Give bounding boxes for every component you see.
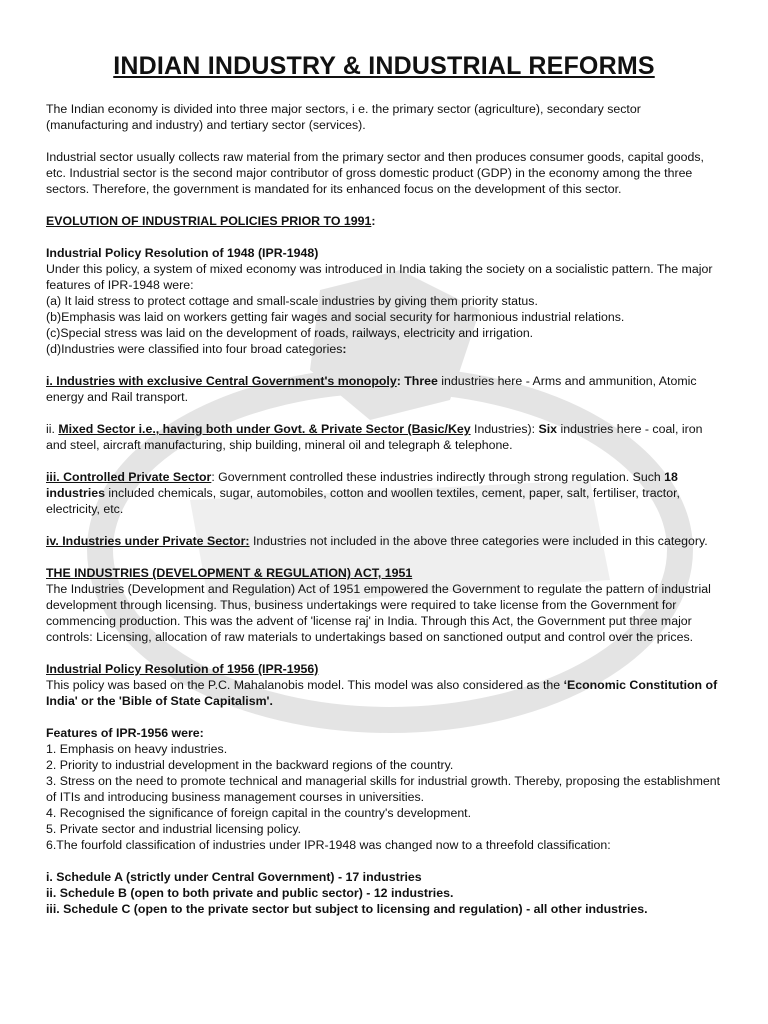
- ipr1948-point-a: (a) It laid stress to protect cottage and small-scale industries by giving them priority status.: [46, 294, 538, 308]
- feature-item: 1. Emphasis on heavy industries.: [46, 742, 228, 756]
- intro-paragraph-1: The Indian economy is divided into three major sectors, i e. the primary sector (agriculture), secondary sector (manufacturing and industry) and tertiary sector (services).: [46, 102, 641, 132]
- intro-paragraph-2: Industrial sector usually collects raw material from the primary sector and then produces consumer goods, capital goods, etc. Industrial sector is the second major contributor of gross domestic product (GDP) in the economy among the three sectors. Therefore, the government is mandated for its enhanced focus on the development of this sector.: [46, 150, 704, 196]
- schedule-c: iii. Schedule C (open to the private sector but subject to licensing and regulation) - all other industries.: [46, 902, 648, 916]
- ipr1956-heading: Industrial Policy Resolution of 1956 (IPR-1956): [46, 662, 319, 676]
- document-body: [46, 101, 724, 917]
- ipr1948-point-d: (d)Industries were classified into four broad categories:: [46, 342, 347, 356]
- schedule-b: ii. Schedule B (open to both private and public sector) - 12 industries.: [46, 886, 454, 900]
- ipr1948-point-c: (c)Special stress was laid on the development of roads, railways, electricity and irrigation.: [46, 326, 534, 340]
- feature-item: 2. Priority to industrial development in the backward regions of the country.: [46, 758, 454, 772]
- feature-item: 4. Recognised the significance of foreign capital in the country's development.: [46, 806, 472, 820]
- feature-item: 6.The fourfold classification of industries under IPR-1948 was changed now to a threefold classification:: [46, 838, 611, 852]
- ipr1948-heading: Industrial Policy Resolution of 1948 (IPR-1948): [46, 246, 319, 260]
- feature-item: 5. Private sector and industrial licensing policy.: [46, 822, 301, 836]
- category-3: iii. Controlled Private Sector: Government controlled these industries indirectly through strong regulation. Such 18 industries included chemicals, sugar, automobiles, cotton and woollen textiles, cement, paper, salt, fertiliser, tractor, electricity, etc.: [46, 470, 680, 516]
- category-4: iv. Industries under Private Sector: Industries not included in the above three categories were included in this category.: [46, 534, 708, 548]
- schedule-a: i. Schedule A (strictly under Central Government) - 17 industries: [46, 870, 422, 884]
- ipr1948-point-b: (b)Emphasis was laid on workers getting fair wages and social security for harmonious industrial relations.: [46, 310, 625, 324]
- idra-paragraph: The Industries (Development and Regulation) Act of 1951 empowered the Government to regulate the pattern of industrial development through licensing. Thus, business undertakings were required to take license from the Government for commencing production. This was the advent of 'license raj' in India. Through this Act, the Government put three major controls: Licensing, allocation of raw materials to undertakings based on sanctioned output and control over the prices.: [46, 582, 711, 644]
- evolution-heading: EVOLUTION OF INDUSTRIAL POLICIES PRIOR TO 1991:: [46, 214, 376, 228]
- ipr1956-paragraph: This policy was based on the P.C. Mahalanobis model. This model was also considered as the ‘Economic Constitution of India' or the 'Bible of State Capitalism'.: [46, 678, 718, 708]
- evolution-heading-text: EVOLUTION OF INDUSTRIAL POLICIES PRIOR TO 1991: [46, 214, 372, 228]
- category-1: i. Industries with exclusive Central Government's monopoly: Three industries here - Arms and ammunition, Atomic energy and Rail transport.: [46, 374, 697, 404]
- idra-heading: THE INDUSTRIES (DEVELOPMENT & REGULATION) ACT, 1951: [46, 566, 413, 580]
- features-heading: Features of IPR-1956 were:: [46, 726, 204, 740]
- category-2: ii. Mixed Sector i.e., having both under Govt. & Private Sector (Basic/Key Industries): Six industries here - coal, iron and steel, aircraft manufacturing, ship building, mineral oil and telegraph & telephone.: [46, 422, 703, 452]
- feature-item: 3. Stress on the need to promote technical and managerial skills for industrial growth. Thereby, proposing the establishment of ITIs and introducing business management courses in universities.: [46, 774, 721, 804]
- page-title: INDIAN INDUSTRY & INDUSTRIAL REFORMS: [113, 52, 655, 80]
- ipr1948-intro: Under this policy, a system of mixed economy was introduced in India taking the society on a socialistic pattern. The major features of IPR-1948 were:: [46, 262, 713, 292]
